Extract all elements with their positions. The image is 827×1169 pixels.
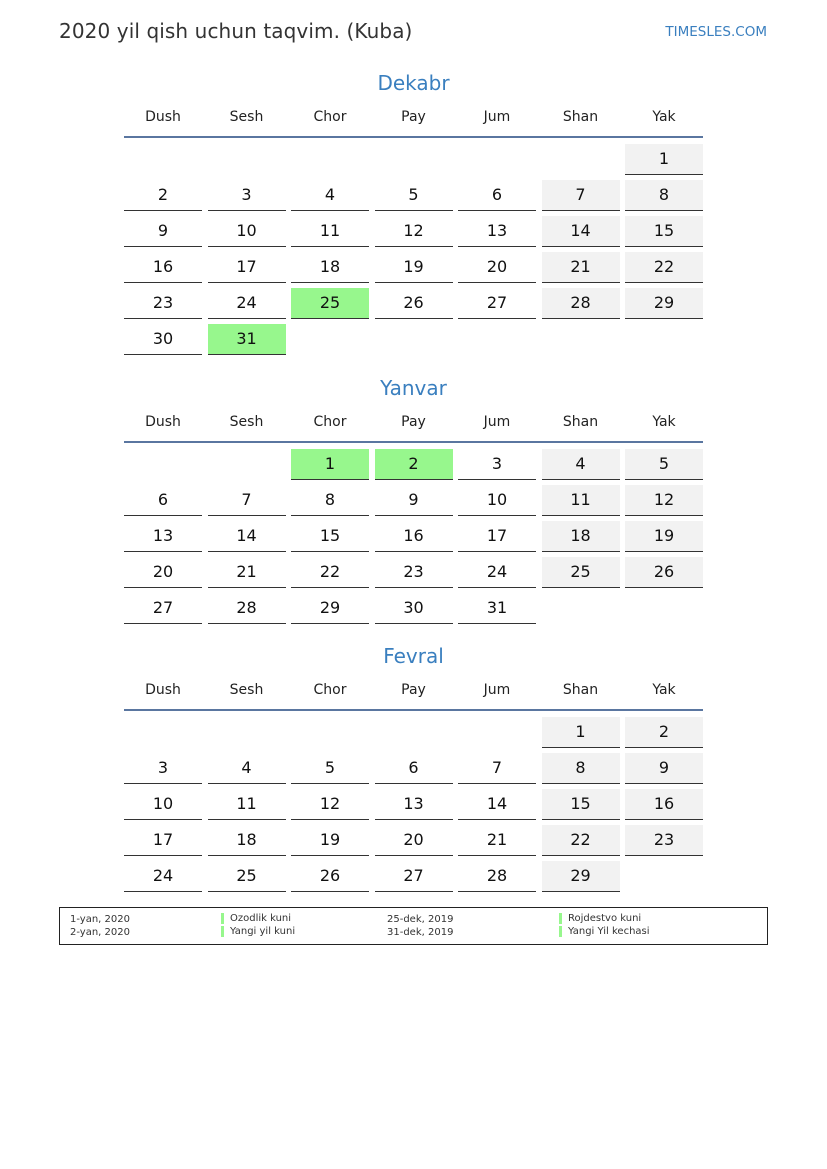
day-cell: 7 — [542, 180, 620, 211]
weekday-header — [124, 413, 703, 443]
day-cell: 11 — [291, 216, 369, 247]
day-cell: 4 — [291, 180, 369, 211]
day-cell: 18 — [542, 521, 620, 552]
day-cell: 14 — [458, 789, 536, 820]
weekday-header — [124, 681, 703, 711]
weekday-label: Pay — [401, 682, 426, 698]
month-title: Yanvar — [380, 376, 447, 400]
day-cell: 20 — [124, 557, 202, 588]
site-link[interactable]: TIMESLES.COM — [665, 24, 767, 40]
day-cell: 2 — [124, 180, 202, 211]
day-cell: 29 — [625, 288, 703, 319]
day-cell: 15 — [625, 216, 703, 247]
day-cell: 24 — [458, 557, 536, 588]
day-cell: 1 — [625, 144, 703, 175]
day-cell: 31 — [458, 593, 536, 624]
day-cell: 10 — [458, 485, 536, 516]
day-cell: 10 — [208, 216, 286, 247]
day-cell: 12 — [625, 485, 703, 516]
day-cell: 17 — [124, 825, 202, 856]
legend-row — [60, 926, 767, 939]
legend-holiday-name: Yangi yil kuni — [221, 926, 295, 937]
month-december — [124, 69, 703, 355]
day-cell: 17 — [208, 252, 286, 283]
day-cell: 25 — [208, 861, 286, 892]
weekday-label: Shan — [562, 682, 599, 698]
day-cell: 22 — [291, 557, 369, 588]
day-cell: 3 — [208, 180, 286, 211]
day-cell: 6 — [124, 485, 202, 516]
weekday-label: Yak — [652, 414, 676, 430]
day-cell: 26 — [625, 557, 703, 588]
day-cell: 23 — [124, 288, 202, 319]
month-january — [124, 374, 703, 624]
day-cell: 26 — [291, 861, 369, 892]
day-cell: 7 — [458, 753, 536, 784]
day-cell: 28 — [458, 861, 536, 892]
month-february — [124, 642, 703, 892]
day-cell: 8 — [625, 180, 703, 211]
day-grid — [124, 717, 703, 892]
day-cell: 15 — [542, 789, 620, 820]
weekday-label: Sesh — [229, 414, 264, 430]
page-title: 2020 yil qish uchun taqvim. (Kuba) — [59, 19, 413, 43]
day-cell: 2 — [625, 717, 703, 748]
day-cell: 9 — [124, 216, 202, 247]
day-cell: 17 — [458, 521, 536, 552]
weekday-label: Yak — [652, 109, 676, 125]
day-cell: 13 — [124, 521, 202, 552]
day-cell: 18 — [208, 825, 286, 856]
day-cell: 6 — [375, 753, 453, 784]
weekday-label: Shan — [562, 109, 599, 125]
day-cell: 11 — [542, 485, 620, 516]
day-cell: 27 — [124, 593, 202, 624]
day-cell: 30 — [375, 593, 453, 624]
weekday-label: Pay — [401, 109, 426, 125]
weekday-label: Chor — [313, 109, 347, 125]
day-cell: 28 — [542, 288, 620, 319]
day-cell: 29 — [291, 593, 369, 624]
holiday-day-cell: 2 — [375, 449, 453, 480]
day-cell: 24 — [124, 861, 202, 892]
day-cell: 9 — [625, 753, 703, 784]
day-cell: 7 — [208, 485, 286, 516]
weekday-label: Dush — [145, 109, 181, 125]
day-cell: 9 — [375, 485, 453, 516]
day-cell: 23 — [375, 557, 453, 588]
day-cell: 14 — [208, 521, 286, 552]
day-cell: 19 — [625, 521, 703, 552]
day-cell: 5 — [291, 753, 369, 784]
legend-row — [60, 913, 767, 926]
day-cell: 16 — [375, 521, 453, 552]
day-cell: 5 — [375, 180, 453, 211]
day-grid — [124, 144, 703, 355]
day-cell: 6 — [458, 180, 536, 211]
day-cell: 8 — [542, 753, 620, 784]
legend-holiday-name: Yangi Yil kechasi — [559, 926, 650, 937]
weekday-label: Dush — [145, 682, 181, 698]
day-cell: 14 — [542, 216, 620, 247]
holiday-day-cell: 25 — [291, 288, 369, 319]
day-cell: 23 — [625, 825, 703, 856]
day-cell: 3 — [124, 753, 202, 784]
day-cell: 20 — [375, 825, 453, 856]
day-cell: 29 — [542, 861, 620, 892]
weekday-header — [124, 108, 703, 138]
weekday-label: Sesh — [229, 682, 264, 698]
day-cell: 30 — [124, 324, 202, 355]
legend-date: 25-dek, 2019 — [387, 914, 454, 925]
weekday-label: Chor — [313, 682, 347, 698]
day-cell: 15 — [291, 521, 369, 552]
day-cell: 3 — [458, 449, 536, 480]
day-cell: 16 — [625, 789, 703, 820]
weekday-label: Chor — [313, 414, 347, 430]
holiday-legend — [59, 907, 768, 945]
day-cell: 13 — [458, 216, 536, 247]
day-cell: 27 — [375, 861, 453, 892]
day-cell: 19 — [375, 252, 453, 283]
legend-date: 31-dek, 2019 — [387, 927, 454, 938]
day-cell: 27 — [458, 288, 536, 319]
day-cell: 1 — [542, 717, 620, 748]
day-cell: 25 — [542, 557, 620, 588]
legend-date: 1-yan, 2020 — [70, 914, 130, 925]
weekday-label: Sesh — [229, 109, 264, 125]
day-cell: 4 — [542, 449, 620, 480]
day-cell: 5 — [625, 449, 703, 480]
day-cell: 21 — [542, 252, 620, 283]
weekday-label: Jum — [483, 414, 511, 430]
weekday-label: Dush — [145, 414, 181, 430]
day-cell: 11 — [208, 789, 286, 820]
day-cell: 13 — [375, 789, 453, 820]
month-title: Dekabr — [377, 71, 450, 95]
day-cell: 4 — [208, 753, 286, 784]
day-cell: 21 — [208, 557, 286, 588]
day-cell: 26 — [375, 288, 453, 319]
weekday-label: Jum — [483, 109, 511, 125]
legend-date: 2-yan, 2020 — [70, 927, 130, 938]
holiday-day-cell: 31 — [208, 324, 286, 355]
day-cell: 20 — [458, 252, 536, 283]
day-cell: 12 — [375, 216, 453, 247]
weekday-label: Pay — [401, 414, 426, 430]
weekday-label: Shan — [562, 414, 599, 430]
day-cell: 28 — [208, 593, 286, 624]
legend-holiday-name: Ozodlik kuni — [221, 913, 291, 924]
day-cell: 12 — [291, 789, 369, 820]
day-cell: 22 — [625, 252, 703, 283]
day-cell: 16 — [124, 252, 202, 283]
day-cell: 22 — [542, 825, 620, 856]
legend-holiday-name: Rojdestvo kuni — [559, 913, 641, 924]
day-cell: 19 — [291, 825, 369, 856]
month-title: Fevral — [383, 644, 444, 668]
weekday-label: Jum — [483, 682, 511, 698]
day-cell: 21 — [458, 825, 536, 856]
holiday-day-cell: 1 — [291, 449, 369, 480]
weekday-label: Yak — [652, 682, 676, 698]
day-grid — [124, 449, 703, 624]
day-cell: 24 — [208, 288, 286, 319]
day-cell: 18 — [291, 252, 369, 283]
day-cell: 8 — [291, 485, 369, 516]
day-cell: 10 — [124, 789, 202, 820]
